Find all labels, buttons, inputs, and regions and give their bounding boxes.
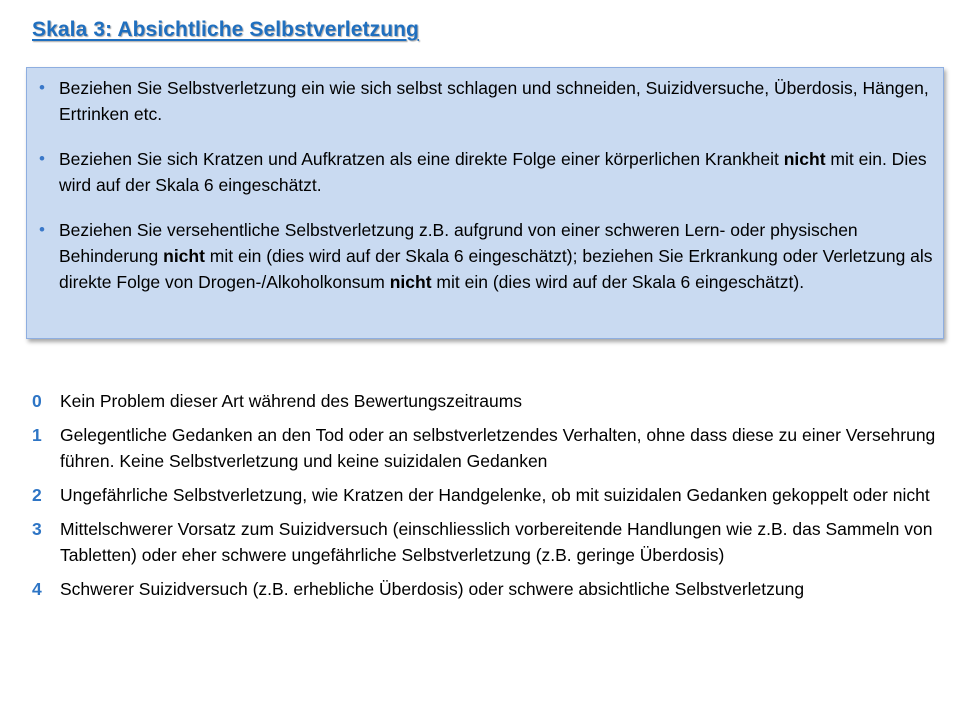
scale-item xyxy=(32,482,944,508)
bullet-icon: • xyxy=(39,220,45,239)
scale-number: 3 xyxy=(32,519,42,539)
scale-item xyxy=(32,516,944,568)
note-emphasis: nicht xyxy=(163,246,205,266)
scale-number: 1 xyxy=(32,425,42,445)
note-text: mit ein. Dies wird auf der Skala 6 eingeschätzt. xyxy=(59,149,927,195)
rating-scale xyxy=(32,388,944,610)
note-emphasis: nicht xyxy=(783,149,826,169)
scale-number: 4 xyxy=(32,579,42,599)
note-text: Beziehen Sie sich Kratzen und Aufkratzen als eine direkte Folge einer körperlichen Krankheit xyxy=(59,149,784,169)
scale-description: Schwerer Suizidversuch (z.B. erhebliche Überdosis) oder schwere absichtliche Selbstverletzung xyxy=(60,579,805,599)
note-item xyxy=(39,146,933,198)
notes-box xyxy=(26,67,944,339)
note-emphasis: nicht xyxy=(389,272,432,292)
scale-description: Ungefährliche Selbstverletzung, wie Kratzen der Handgelenke, ob mit suizidalen Gedanken gekoppelt oder nicht xyxy=(60,485,930,505)
scale-item xyxy=(32,388,944,414)
note-text: mit ein (dies wird auf der Skala 6 eingeschätzt). xyxy=(431,272,805,292)
page-title: Skala 3: Absichtliche Selbstverletzung xyxy=(32,18,419,41)
note-text: Beziehen Sie Selbstverletzung ein wie sich selbst schlagen und schneiden, Suizidversuche, Überdosis, Hängen, Ertrinken etc. xyxy=(59,78,929,124)
bullet-icon: • xyxy=(39,149,45,168)
note-item xyxy=(39,75,933,127)
scale-number: 2 xyxy=(32,485,42,505)
scale-description: Gelegentliche Gedanken an den Tod oder an selbstverletzendes Verhalten, ohne dass diese zu einer Versehrung führen. Keine Selbstverletzung und keine suizidalen Gedanken xyxy=(60,425,936,471)
scale-item xyxy=(32,422,944,474)
scale-number: 0 xyxy=(32,391,42,411)
scale-description: Kein Problem dieser Art während des Bewertungszeitraums xyxy=(60,391,523,411)
note-text: Beziehen Sie versehentliche Selbstverletzung z.B. aufgrund von einer schweren Lern- oder physischen Behinderung xyxy=(59,220,858,266)
note-text: mit ein (dies wird auf der Skala 6 eingeschätzt); beziehen Sie Erkrankung oder Verletzung als direkte Folge von Drogen-/Alkoholkonsum xyxy=(59,246,933,292)
note-item xyxy=(39,217,933,295)
scale-item xyxy=(32,576,944,602)
scale-description: Mittelschwerer Vorsatz zum Suizidversuch (einschliesslich vorbereitende Handlungen wie z.B. das Sammeln von Tabletten) oder eher schwere ungefährliche Selbstverletzung (z.B. geringe Überdosis) xyxy=(60,519,933,565)
bullet-icon: • xyxy=(39,78,45,97)
